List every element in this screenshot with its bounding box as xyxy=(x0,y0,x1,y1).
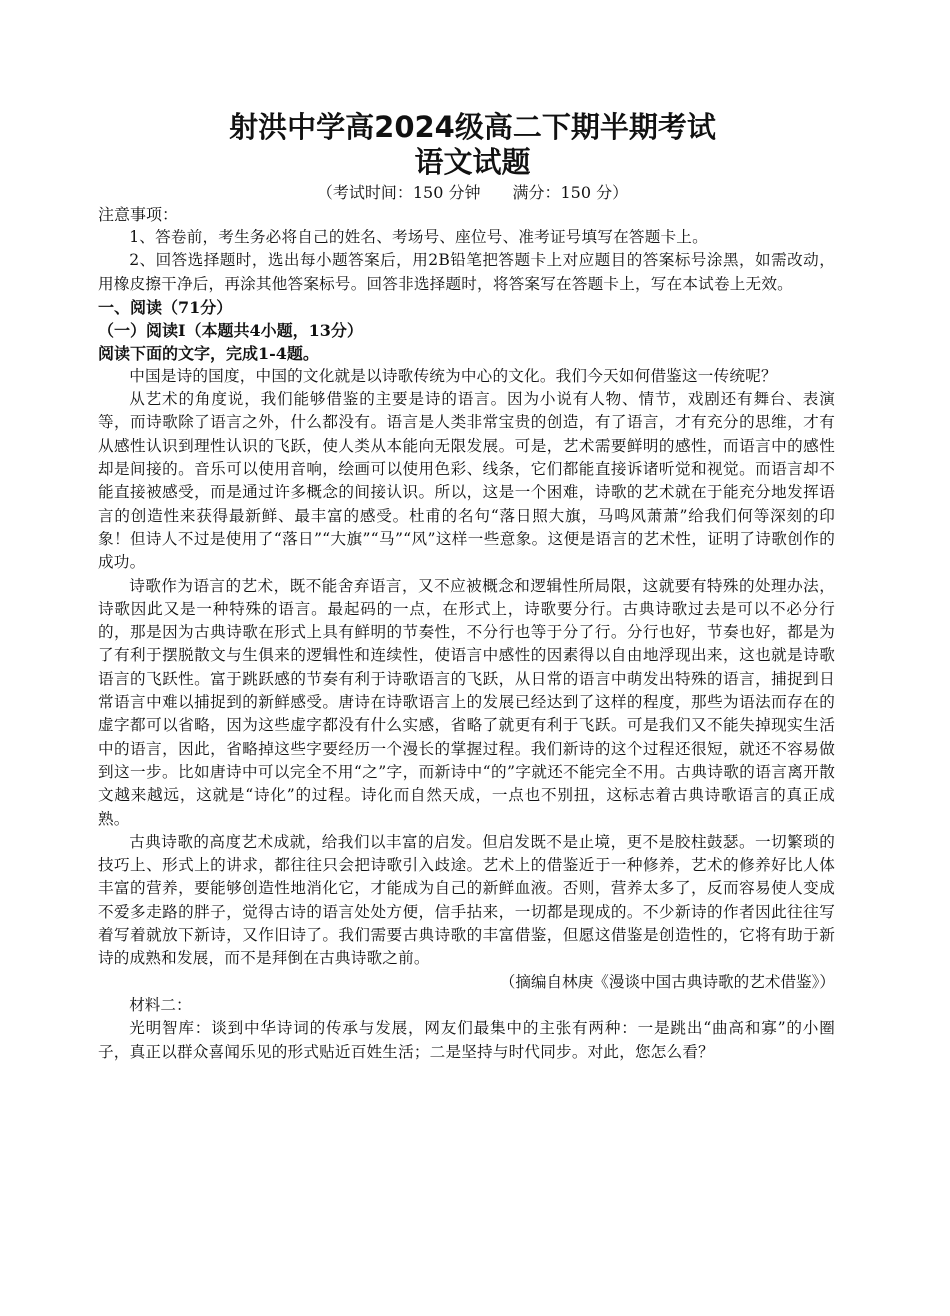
subsection-title: （一）阅读Ⅰ（本题共4小题，13分） xyxy=(98,320,363,340)
material-label: 材料二： xyxy=(129,995,192,1014)
reading-instruction: 阅读下面的文字，完成1-4题。 xyxy=(98,343,319,363)
material-paragraph: 光明智库：谈到中华诗词的传承与发展，网友们最集中的主张有两种：一是跳出“曲高和寡”的小圈子，真正以群众喜闻乐见的形式贴近百姓生活；二是坚持与时代同步。对此，您怎么看？ xyxy=(98,1019,835,1061)
notice-item: 2、回答选择题时，选出每小题答案后，用2B铅笔把答题卡上对应题目的答案标号涂黑，如需改动，用橡皮擦干净后，再涂其他答案标号。回答非选择题时，将答案写在答题卡上，写在本试卷上无效。 xyxy=(98,251,835,293)
exam-title: 射洪中学高2024级高二下期半期考试 xyxy=(229,110,716,144)
notice-item: 1、答卷前，考生务必将自己的姓名、考场号、座位号、准考证号填写在答题卡上。 xyxy=(129,228,708,246)
exam-time-and-score: （考试时间：150 分钟 满分：150 分） xyxy=(316,183,629,202)
article-paragraph: 诗歌作为语言的艺术，既不能舍弃语言，又不应被概念和逻辑性所局限，这就要有特殊的处理办法，诗歌因此又是一种特殊的语言。最起码的一点，在形式上，诗歌要分行。古典诗歌过去是可以不必分行的，那是因为古典诗歌在形式上具有鲜明的节奏性，不分行也等于分了行。分行也好，节奏也好，都是为了有利于摆脱散文与生俱来的逻辑性和连续性，使语言中感性的因素得以自由地浮现出来，这也就是诗歌语言的飞跃性。富于跳跃感的节奏有利于诗歌语言的飞跃，从日常的语言中萌发出特殊的语言，捕捉到日常语言中难以捕捉到的新鲜感受。唐诗在诗歌语言上的发展已经达到了这样的程度，那些为语法而存在的虚字都可以省略，因为这些虚字都没有什么实感，省略了就更有利于飞跃。可是我们又不能失掉现实生活中的语言，因此，省略掉这些字要经历一个漫长的掌握过程。我们新诗的这个过程还很短，就还不容易做到这一步。比如唐诗中可以完全不用“之”字，而新诗中“的”字就还不能完全不用。古典诗歌的语言离开散文越来越远，这就是“诗化”的过程。诗化而自然天成，一点也不别扭，这标志着古典诗歌语言的真正成熟。 xyxy=(98,576,835,828)
article-paragraph: 从艺术的角度说，我们能够借鉴的主要是诗的语言。因为小说有人物、情节，戏剧还有舞台、表演等，而诗歌除了语言之外，什么都没有。语言是人类非常宝贵的创造，有了语言，才有充分的思维，才有从感性认识到理性认识的飞跃，使人类从本能向无限发展。可是，艺术需要鲜明的感性，而语言中的感性却是间接的。音乐可以使用音响，绘画可以使用色彩、线条，它们都能直接诉诸听觉和视觉。而语言却不能直接被感受，而是通过许多概念的间接认识。所以，这是一个困难，诗歌的艺术就在于能充分地发挥语言的创造性来获得最新鲜、最丰富的感受。杜甫的名句“落日照大旗，马鸣风萧萧”给我们何等深刻的印象！但诗人不过是使用了“落日”“大旗”“马”“风”这样一些意象。这便是语言的艺术性，证明了诗歌创作的成功。 xyxy=(98,390,835,572)
section-title: 一、阅读（71分） xyxy=(98,297,233,317)
article-source: （摘编自林庚《漫谈中国古典诗歌的艺术借鉴》） xyxy=(499,972,835,991)
notice-heading: 注意事项： xyxy=(98,205,179,224)
article-paragraph: 中国是诗的国度，中国的文化就是以诗歌传统为中心的文化。我们今天如何借鉴这一传统呢？ xyxy=(129,366,777,385)
article-paragraph: 古典诗歌的高度艺术成就，给我们以丰富的启发。但启发既不是止境，更不是胶柱鼓瑟。一切繁琐的技巧上、形式上的讲求，都往往只会把诗歌引入歧途。艺术上的借鉴近于一种修养，艺术的修养好比人体丰富的营养，要能够创造性地消化它，才能成为自己的新鲜血液。否则，营养太多了，反而容易使人变成不爱多走路的胖子，觉得古诗的语言处处方便，信手拈来，一切都是现成的。不少新诗的作者因此往往写着写着就放下新诗，又作旧诗了。我们需要古典诗歌的丰富借鉴，但愿这借鉴是创造性的，它将有助于新诗的成熟和发展，而不是拜倒在古典诗歌之前。 xyxy=(98,832,835,968)
exam-subject-title: 语文试题 xyxy=(414,145,531,179)
